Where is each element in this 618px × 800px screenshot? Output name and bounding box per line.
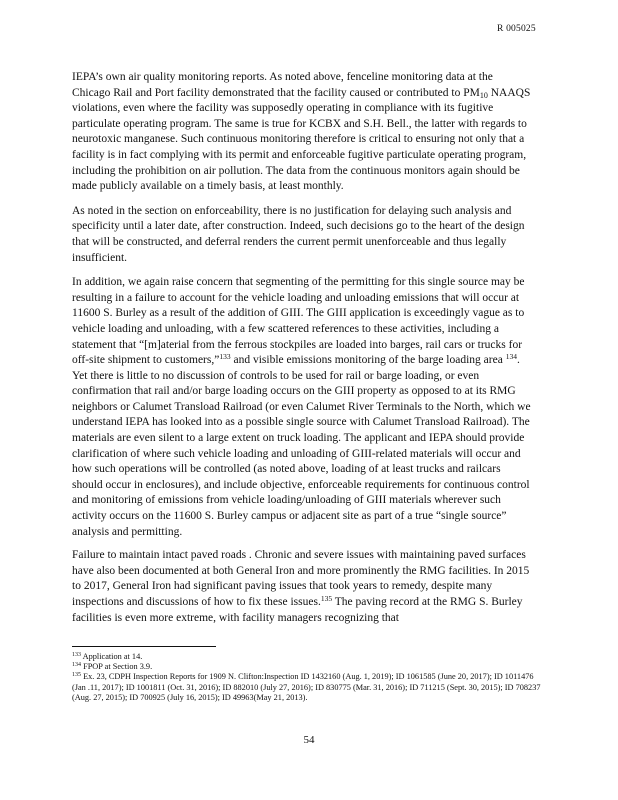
footnote-ref-134[interactable]: 134 <box>505 352 517 362</box>
paragraph-monitoring <box>72 70 534 195</box>
footnote-text: Ex. 23, CDPH Inspection Reports for 1909 N. Clifton:Inspection ID 1432160 (Aug. 1, 2019); ID 1061585 (June 20, 2017); ID 1011476 (Jan .11, 2017); ID 1001811 (Oct. 31, 2016); ID 882010 (July 27, 2016); ID 830775 (Mar. 31, 2016); ID 711215 (Sept. 30, 2015); ID 708237 (Aug. 27, 2015); ID 700925 (July 16, 2015); ID 49963(May 21, 2013). <box>72 672 541 702</box>
body-text <box>72 70 534 635</box>
pm-subscript: 10 <box>479 90 488 100</box>
footnote-text: Application at 14. <box>81 652 143 661</box>
footnote-134 <box>72 662 542 672</box>
paragraph-paved-roads <box>72 548 534 626</box>
footnotes <box>72 652 542 703</box>
paragraph-text: As noted in the section on enforceability, there is no justification for delaying such analysis and specificity until a later date, after construction. Indeed, such decisions go to the heart of the design that will be constructed, and deferral renders the current permit unenforceable and thus legally insufficient. <box>72 204 525 264</box>
paragraph-text: In addition, we again raise concern that segmenting of the permitting for this single source may be resulting in a failure to account for the vehicle loading and unloading emissions that will occur at 11600 S. Burley as a result of the addition of GIII. The GIII application is exceedingly vague as to vehicle loading and unloading, with a few scattered references to these activities, including a statement that “[m]aterial from the ferrous stockpiles are loaded into barges, rail cars or trucks for off-site shipment to customers,” <box>72 276 525 367</box>
paragraph-text: . Yet there is little to no discussion of controls to be used for rail or barge loading, or even confirmation that rail and/or barge loading occurs on the GIII property as opposed to at its RMG neighbors or Calumet Transload Railroad (or even Calumet River Terminals to the North, which we understand IEPA has looked into as a possible single source with Calumet Transload Railroad). The materials are even silent to a large extent on truck loading. The applicant and IEPA should provide clarification of where such vehicle loading and unloading of GIII-related materials will occur and how such operations will be controlled (as noted above, loading of at least trucks and railcars should occur in enclosures), and include objective, enforceable requirements for continuous control and monitoring of emissions from vehicle loading/unloading of GIII materials wherever such activity occurs on the 11600 S. Burley campus or adjacent site as part of a true “single source” analysis and permitting. <box>72 354 531 538</box>
footnote-ref-133[interactable]: 133 <box>219 352 231 362</box>
paragraph-text: IEPA’s own air quality monitoring reports. As noted above, fenceline monitoring data at the Chicago Rail and Port facility demonstrated that the facility caused or contributed to PM <box>72 71 493 99</box>
footnote-ref-135[interactable]: 135 <box>320 594 333 603</box>
footnote-number: 135 <box>72 672 81 679</box>
page-number: 54 <box>303 734 315 746</box>
paragraph-text: Failure to maintain intact paved roads . Chronic and severe issues with maintaining paved surfaces have also been documented at both General Iron and more prominently the RMG facilities. In 2015 to 2017, General Iron had significant paving issues that took years to remedy, despite many inspections and discussions of how to fix these issues. <box>72 549 530 608</box>
bates-number: R 005025 <box>497 24 536 34</box>
footnote-135 <box>72 672 542 703</box>
paragraph-text: The paving record at the RMG S. Burley facilities is even more extreme, with facility managers recognizing that <box>72 596 523 624</box>
footnote-divider <box>72 646 216 647</box>
paragraph-text: and visible emissions monitoring of the barge loading area <box>230 354 506 367</box>
footnote-number: 133 <box>72 652 81 658</box>
paragraph-text: NAAQS violations, even where the facility was supposedly operating in compliance with its fugitive particulate operating program. The same is true for KCBX and S.H. Bell., the latter with regards to neurotoxic manganese. Such continuous monitoring therefore is critical to ensuring not only that a facility is in fact complying with its permit and enforceable fugitive particulate operating program, including the prohibition on air pollution. The data from the continuous monitors again should be made publicly available on a timely basis, at least monthly. <box>72 86 531 193</box>
footnote-133 <box>72 652 542 662</box>
paragraph-enforceability <box>72 204 534 266</box>
footnote-text: FPOP at Section 3.9. <box>81 662 153 672</box>
footnote-number: 134 <box>72 662 81 669</box>
paragraph-segmenting <box>72 275 534 540</box>
